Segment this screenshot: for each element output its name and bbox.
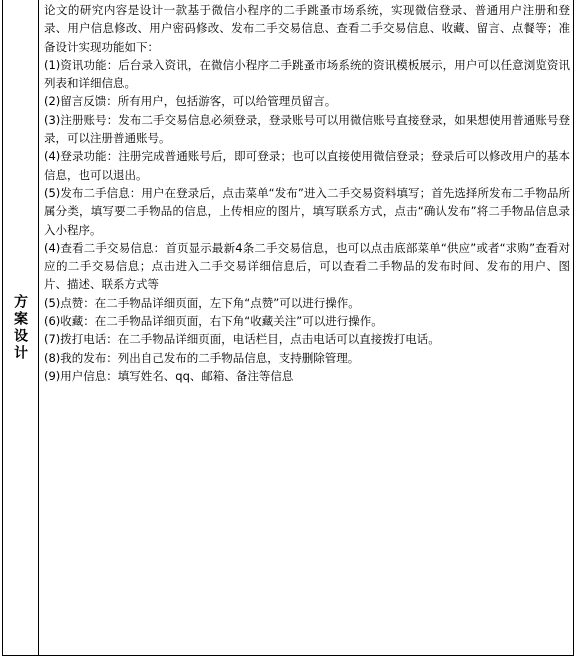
feature-item: (4)登录功能：注册完成普通账号后，即可登录；也可以直接使用微信登录；登录后可以修改用户的基本信息，也可以退出。 — [44, 149, 570, 182]
table-border-divider — [38, 0, 39, 656]
feature-item: (3)注册账号：发布二手交易信息必须登录，登录账号可以用微信账号直接登录，如果想使用普通账号登录，可以注册普通账号。 — [44, 112, 570, 146]
table-border-right — [573, 0, 574, 656]
content-cell — [44, 1, 570, 385]
feature-item: (4)查看二手交易信息：首页显示最新4条二手交易信息，也可以点击底部菜单“供应”或者“求购”查看对应的二手交易信息；点击进入二手交易详细信息后，可以查看二手物品的发布时间、发布的用户、图片、描述、联系方式等 — [44, 240, 570, 292]
feature-item: (6)收藏：在二手物品详细页面，右下角“收藏关注”可以进行操作。 — [44, 314, 383, 329]
feature-item: (5)点赞：在二手物品详细页面，左下角“点赞”可以进行操作。 — [44, 295, 360, 310]
section-label: 方案设计 — [12, 294, 28, 362]
table-border-bottom — [2, 655, 574, 656]
feature-item: (2)留言反馈：所有用户，包括游客，可以给管理员留言。 — [44, 94, 337, 109]
feature-item: (9)用户信息：填写姓名、qq、邮箱、备注等信息 — [44, 368, 294, 383]
intro-paragraph: 论文的研究内容是设计一款基于微信小程序的二手跳蚤市场系统，实现微信登录、普通用户注册和登录、用户信息修改、用户密码修改、发布二手交易信息、查看二手交易信息、收藏、留言、点餐等；准备设计实现功能如下： — [44, 3, 570, 54]
feature-item: (1)资讯功能：后台录入资讯，在微信小程序二手跳蚤市场系统的资讯模板展示，用户可以任意浏览资讯列表和详细信息。 — [44, 57, 570, 91]
feature-item: (8)我的发布：列出自己发布的二手物品信息，支持删除管理。 — [44, 350, 360, 365]
section-label-cell — [3, 0, 37, 656]
feature-item: (7)拨打电话：在二手物品详细页面，电话栏目，点击电话可以直接拨打电话。 — [44, 332, 440, 347]
feature-item: (5)发布二手信息：用户在登录后，点击菜单“发布”进入二手交易资料填写；首先选择所发布二手物品所属分类，填写要二手物品的信息，上传相应的图片，填写联系方式，点击“确认发布”将二手物品信息录入小程序。 — [44, 185, 570, 237]
